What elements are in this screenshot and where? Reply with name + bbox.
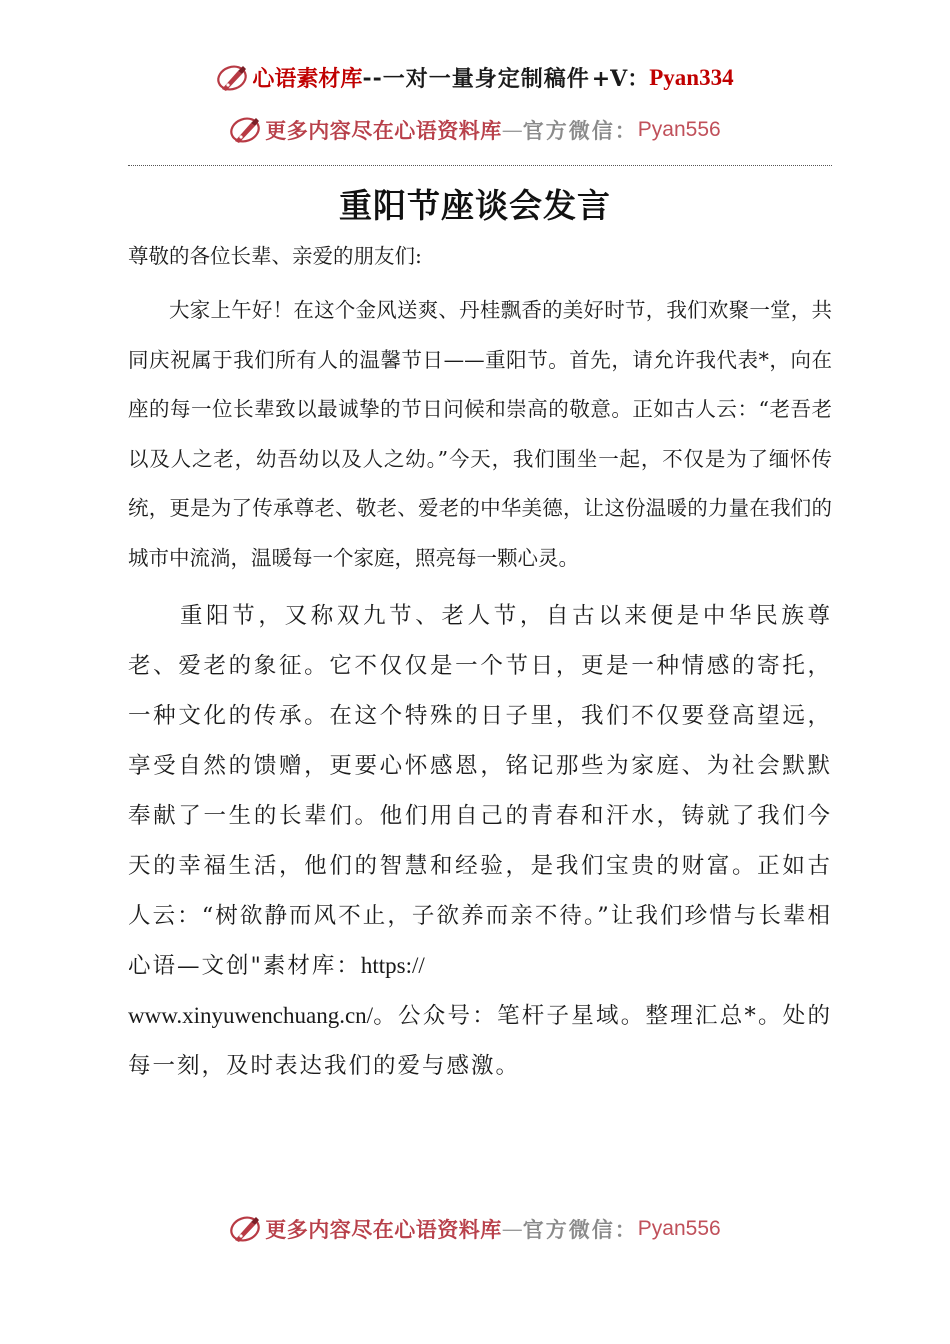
paragraph-1: 大家上午好！在这个金风送爽、丹桂飘香的美好时节，我们欢聚一堂，共同庆祝属于我们所有人的温馨节日——重阳节。首先，请允许我代表*，向在座的每一位长辈致以最诚挚的节日问候和崇高的敬意。正如古人云：“老吾老以及人之老，幼吾幼以及人之幼。”今天，我们围坐一起，不仅是为了缅怀传统，更是为了传承尊老、敬老、爱老的中华美德，让这份温暖的力量在我们的城市中流淌，温暖每一个家庭，照亮每一颗心灵。 — [128, 298, 832, 570]
banner-red-text: 更多内容尽在心语资料库 — [265, 118, 502, 143]
paragraph-2-tail: 。公众号：笔杆子星域。整理汇总*。处的每一刻，及时表达我们的爱与感激。 — [128, 1003, 832, 1079]
banner-wechat-id: Pyan556 — [637, 118, 721, 141]
banner-gray-text: 官方微信： — [522, 1217, 638, 1242]
document-body — [128, 238, 832, 1091]
banner-red-text: 更多内容尽在心语资料库 — [265, 1217, 502, 1242]
brand-name: 心语素材库 — [252, 66, 363, 92]
banner-dash: — — [501, 118, 523, 142]
document-title: 重阳节座谈会发言 — [339, 186, 611, 225]
header-separator: -- — [362, 64, 383, 91]
header-contact-id: Pyan334 — [649, 64, 734, 90]
paragraph-2-text: 重阳节，又称双九节、老人节，自古以来便是中华民族尊老、爱老的象征。它不仅仅是一个节日，更是一种情感的寄托，一种文化的传承。在这个特殊的日子里，我们不仅要登高望远，享受自然的馈赠，更要心怀感恩，铭记那些为家庭、为社会默默奉献了一生的长辈们。他们用自己的青春和汗水，铸就了我们今天的幸福生活，他们的智慧和经验，是我们宝贵的财富。正如古人云：“树欲静而风不止，子欲养而亲不待。”让我们珍惜与长辈相心语—文创"素材库： — [128, 603, 832, 979]
paragraph-2 — [128, 591, 832, 1091]
pen-logo-icon — [216, 63, 250, 93]
header-contact-label: +V： — [591, 66, 650, 92]
banner-wechat-id: Pyan556 — [637, 1217, 721, 1240]
pen-logo-icon — [229, 1214, 263, 1244]
header-tagline: 一对一量身定制稿件 — [382, 66, 590, 92]
url-part-2: www.xinyuwenchuang.cn/ — [128, 1003, 374, 1028]
banner-gray-text: 官方微信： — [522, 118, 638, 143]
url-part-1: https:// — [360, 953, 425, 978]
header-line — [0, 62, 950, 93]
banner-dash: — — [501, 1217, 523, 1241]
header-divider — [128, 165, 832, 166]
bottom-banner — [0, 1214, 950, 1244]
greeting: 尊敬的各位长辈、亲爱的朋友们: — [128, 244, 422, 268]
top-banner — [0, 115, 950, 145]
pen-logo-icon — [229, 115, 263, 145]
